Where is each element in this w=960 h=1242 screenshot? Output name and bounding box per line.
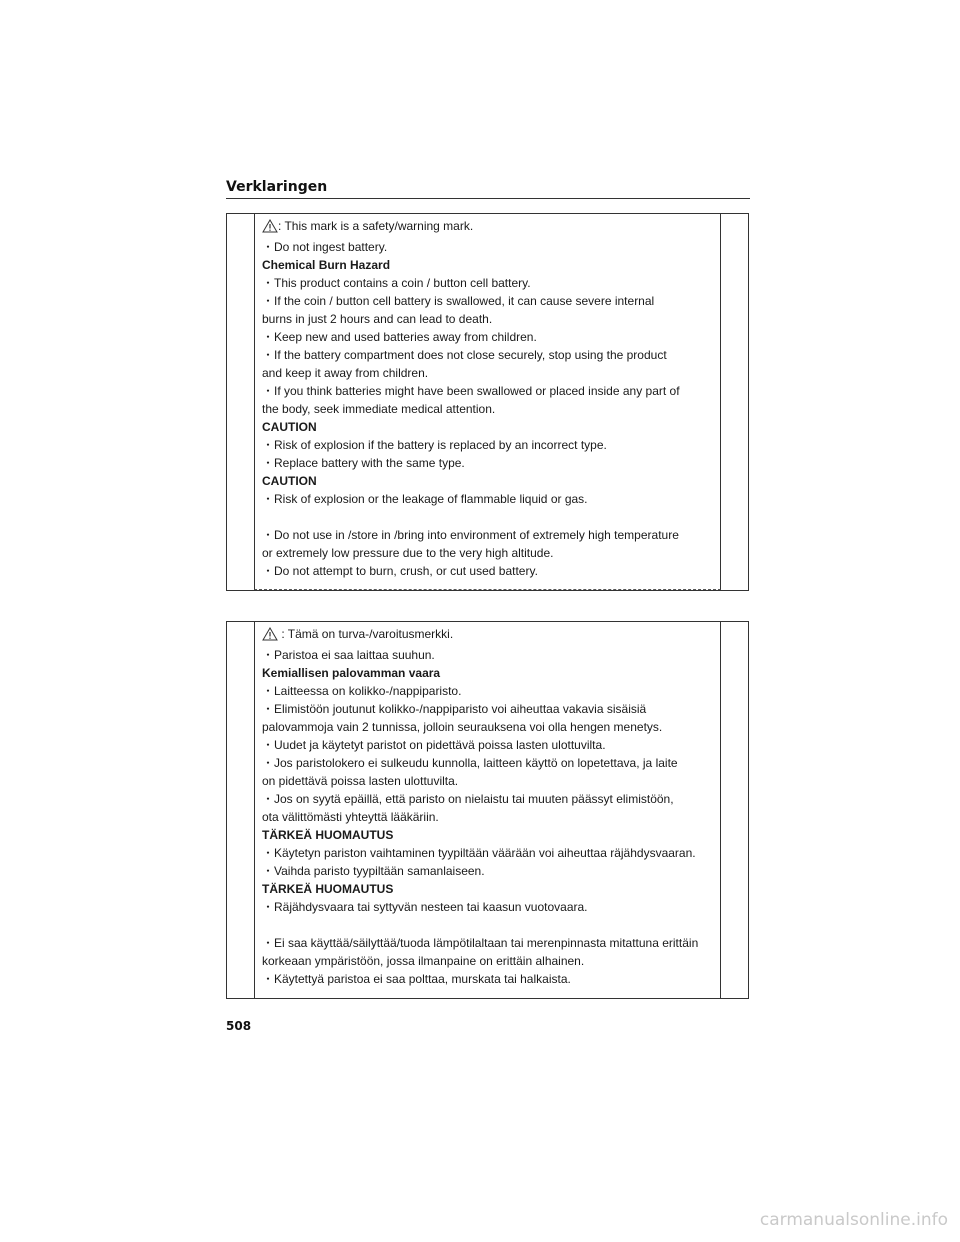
warning-line [262,364,714,382]
warning-line-text: CAUTION [262,474,317,488]
warning-line-text: ・Do not use in /store in /bring into environment of extremely high temperature [262,528,679,542]
warning-heading [262,826,714,844]
warning-line-text: ・Paristoa ei saa laittaa suuhun. [262,648,435,662]
warning-line [262,970,714,988]
warning-line-text: ・Do not ingest battery. [262,240,388,254]
warning-box-finnish [226,621,749,999]
warning-line-text: ・Laitteessa on kolikko-/nappiparisto. [262,684,462,698]
title-divider [226,198,750,199]
warning-text-finnish [254,622,721,998]
warning-heading [262,880,714,898]
warning-line-text: ・Do not attempt to burn, crush, or cut used battery. [262,564,538,578]
warning-line [262,718,714,736]
warning-line [262,454,714,472]
warning-line-text: ・Ei saa käyttää/säilyttää/tuoda lämpötilaltaan tai merenpinnasta mitattuna erittäin [262,936,699,950]
warning-line [262,400,714,418]
warning-line [262,736,714,754]
warning-line [262,754,714,772]
warning-text-english [254,214,721,590]
warning-line [262,526,714,544]
warning-line-text: ・Keep new and used batteries away from children. [262,330,537,344]
warning-line-text: on pidettävä poissa lasten ulottuvilta. [262,774,459,788]
warning-line-text: ・If you think batteries might have been swallowed or placed inside any part of [262,384,680,398]
warning-line-text: ・Replace battery with the same type. [262,456,465,470]
warning-line [262,844,714,862]
warning-line-text: TÄRKEÄ HUOMAUTUS [262,882,394,896]
box-right-column [721,622,748,998]
warning-line [262,217,714,238]
warning-line-text: Kemiallisen palovamman vaara [262,666,441,680]
warning-line [262,544,714,562]
warning-line-text: ・This product contains a coin / button cell battery. [262,276,531,290]
warning-line-text: ・Jos paristolokero ei sulkeudu kunnolla, laitteen käyttö on lopetettava, ja laite [262,756,678,770]
warning-heading [262,418,714,436]
warning-line-text: korkeaan ympäristöön, jossa ilmanpaine on erittäin alhainen. [262,954,585,968]
warning-line [262,274,714,292]
warning-heading [262,664,714,682]
warning-box-english [226,213,749,591]
warning-line [262,490,714,508]
warning-line-text: ・If the battery compartment does not close securely, stop using the product [262,348,667,362]
warning-line-text: ・Käytetyn pariston vaihtaminen tyypiltään väärään voi aiheuttaa räjähdysvaaran. [262,846,696,860]
warning-line [262,934,714,952]
warning-line-text: : This mark is a safety/warning mark. [278,219,474,233]
box-left-column [227,622,254,998]
warning-line [262,682,714,700]
blank-line [262,916,714,934]
section-title: Verklaringen [226,179,328,195]
warning-line [262,562,714,580]
warning-triangle-icon [262,627,278,646]
warning-line [262,238,714,256]
warning-line-text: ・Jos on syytä epäillä, että paristo on nielaistu tai muuten päässyt elimistöön, [262,792,674,806]
warning-line [262,646,714,664]
warning-line [262,625,714,646]
warning-line-text: ・Vaihda paristo tyypiltään samanlaiseen. [262,864,485,878]
warning-line-text: Chemical Burn Hazard [262,258,391,272]
warning-line-text: CAUTION [262,420,317,434]
warning-line [262,700,714,718]
warning-heading [262,472,714,490]
box-left-column [227,214,254,590]
warning-line-text: palovammoja vain 2 tunnissa, jolloin seurauksena voi olla hengen menetys. [262,720,663,734]
box-right-column [721,214,748,590]
page-number: 508 [226,1019,252,1033]
warning-line-text: the body, seek immediate medical attention. [262,402,496,416]
warning-line [262,898,714,916]
warning-line [262,772,714,790]
warning-line-text: ・Räjähdysvaara tai syttyvän nesteen tai kaasun vuotovaara. [262,900,588,914]
warning-line-text: : Tämä on turva-/varoitusmerkki. [278,627,454,641]
warning-line [262,862,714,880]
warning-triangle-icon [262,219,278,238]
warning-line [262,346,714,364]
warning-line [262,382,714,400]
warning-line [262,436,714,454]
warning-line-text: ・Risk of explosion or the leakage of flammable liquid or gas. [262,492,588,506]
warning-line [262,328,714,346]
warning-line [262,310,714,328]
warning-line-text: burns in just 2 hours and can lead to death. [262,312,493,326]
warning-line-text: ・Risk of explosion if the battery is replaced by an incorrect type. [262,438,607,452]
warning-line [262,952,714,970]
warning-line-text: and keep it away from children. [262,366,429,380]
warning-line-text: ・Uudet ja käytetyt paristot on pidettävä poissa lasten ulottuvilta. [262,738,606,752]
warning-line [262,790,714,808]
warning-line-text: or extremely low pressure due to the very high altitude. [262,546,554,560]
watermark: carmanualsonline.info [759,1210,948,1230]
warning-line-text: ota välittömästi yhteyttä lääkäriin. [262,810,439,824]
blank-line [262,508,714,526]
warning-line-text: ・Elimistöön joutunut kolikko-/nappiparisto voi aiheuttaa vakavia sisäisiä [262,702,647,716]
warning-line [262,808,714,826]
warning-line-text: ・If the coin / button cell battery is swallowed, it can cause severe internal [262,294,655,308]
warning-line-text: TÄRKEÄ HUOMAUTUS [262,828,394,842]
warning-line [262,292,714,310]
warning-heading [262,256,714,274]
warning-line-text: ・Käytettyä paristoa ei saa polttaa, murskata tai halkaista. [262,972,571,986]
